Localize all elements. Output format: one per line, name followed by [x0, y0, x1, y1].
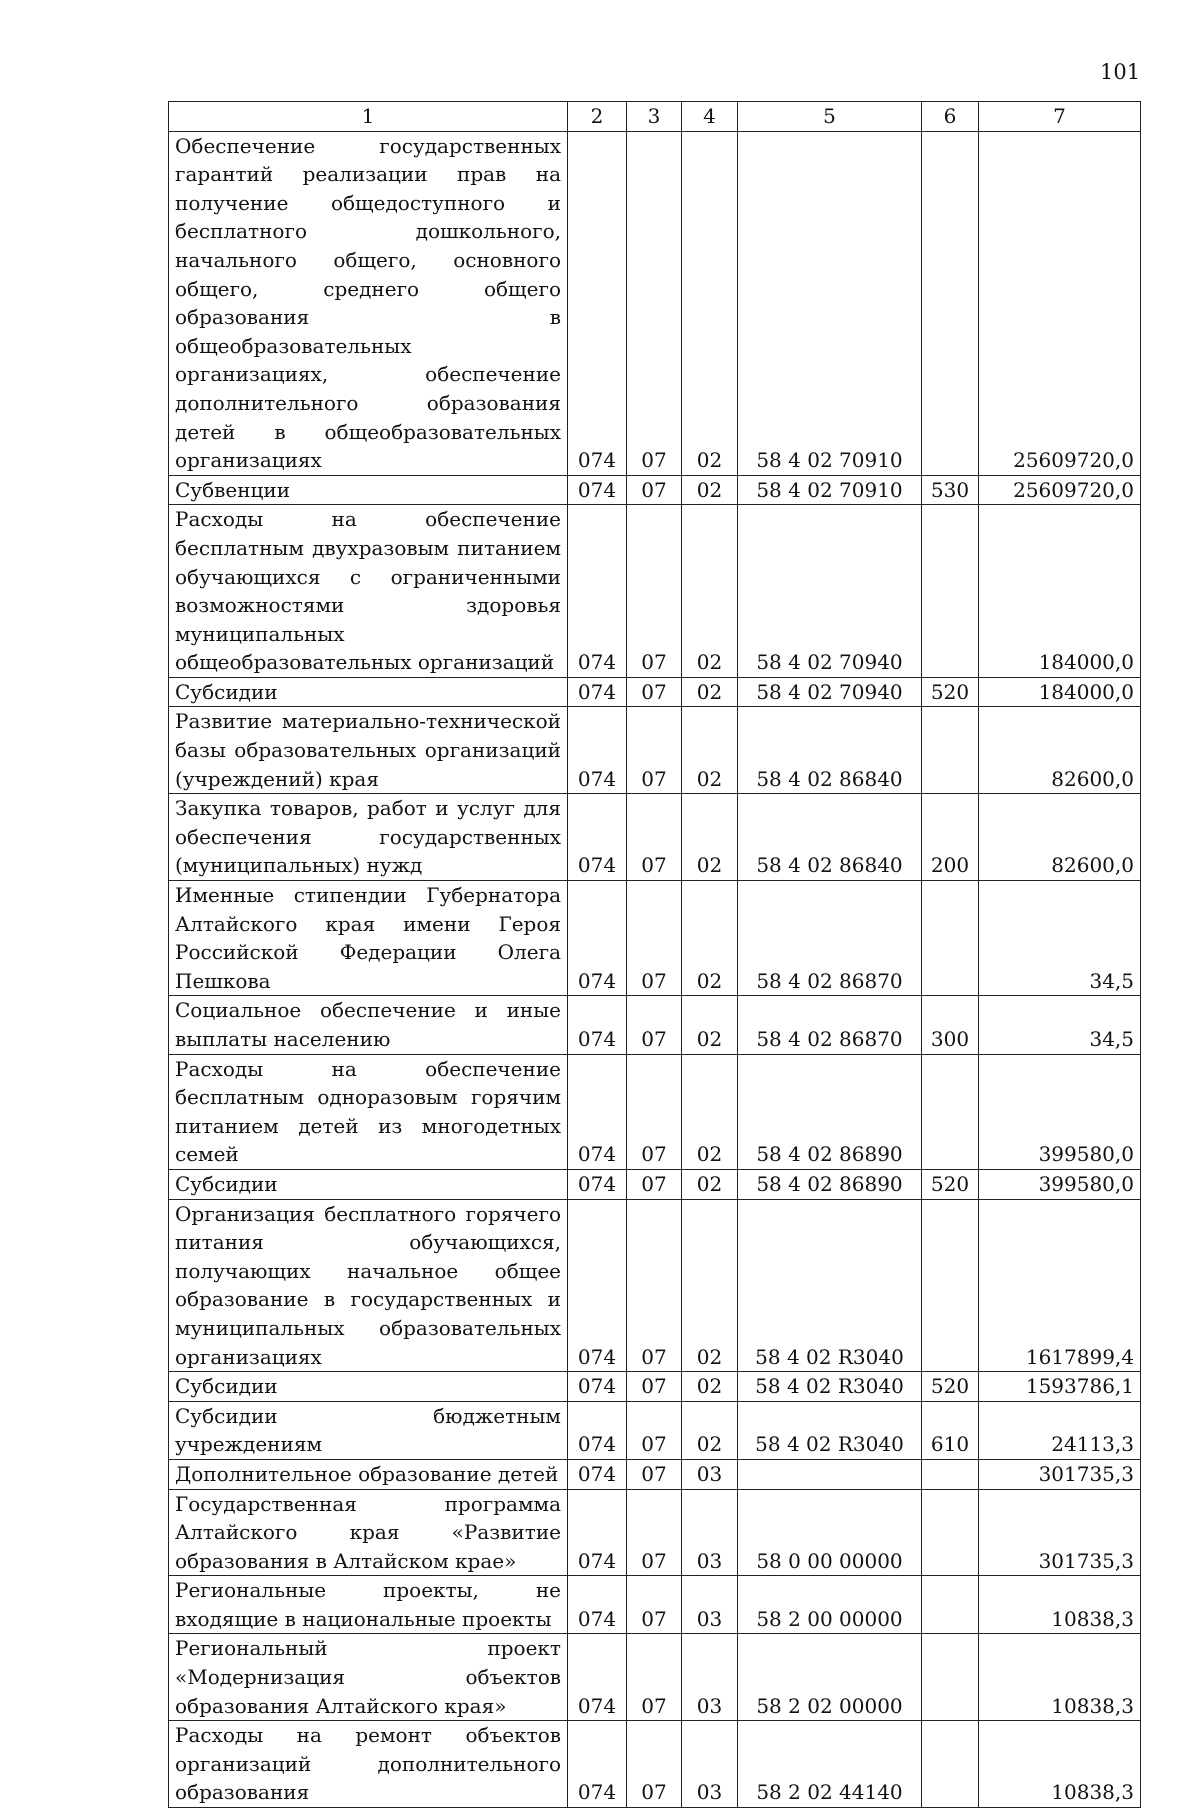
column-header: 1: [169, 102, 568, 132]
expense-type-cell: [922, 1576, 979, 1634]
section-cell: 07: [627, 1372, 682, 1402]
amount-cell: 24113,3: [979, 1401, 1141, 1459]
item-name-cell: Развитие материально-технической базы образовательных организаций (учреждений) края: [169, 707, 568, 794]
page-number: 101: [1100, 60, 1141, 84]
amount-cell: 25609720,0: [979, 131, 1141, 475]
subsection-cell: 02: [682, 1169, 738, 1199]
subsection-cell: 02: [682, 1401, 738, 1459]
ministry-code-cell: 074: [568, 1576, 627, 1634]
section-cell: 07: [627, 1401, 682, 1459]
amount-cell: 399580,0: [979, 1169, 1141, 1199]
table-row: [169, 131, 1141, 475]
table-row: [169, 1401, 1141, 1459]
target-item-cell: 58 2 00 00000: [738, 1576, 922, 1634]
expense-type-cell: [922, 1489, 979, 1576]
target-item-cell: 58 4 02 R3040: [738, 1199, 922, 1372]
subsection-cell: 03: [682, 1634, 738, 1721]
expense-type-cell: [922, 1054, 979, 1169]
ministry-code-cell: 074: [568, 475, 627, 505]
amount-cell: 10838,3: [979, 1721, 1141, 1808]
ministry-code-cell: 074: [568, 1634, 627, 1721]
expense-type-cell: [922, 1721, 979, 1808]
ministry-code-cell: 074: [568, 1054, 627, 1169]
ministry-code-cell: 074: [568, 1401, 627, 1459]
subsection-cell: 02: [682, 707, 738, 794]
item-name-cell: Расходы на обеспечение бесплатным двухразовым питанием обучающихся с ограниченными возможностями здоровья муниципальных общеобразовательных организаций: [169, 505, 568, 678]
ministry-code-cell: 074: [568, 1459, 627, 1489]
expense-type-cell: [922, 1199, 979, 1372]
section-cell: 07: [627, 1054, 682, 1169]
table-row: [169, 1199, 1141, 1372]
section-cell: 07: [627, 1634, 682, 1721]
section-cell: 07: [627, 475, 682, 505]
target-item-cell: 58 4 02 R3040: [738, 1401, 922, 1459]
expense-type-cell: 200: [922, 794, 979, 881]
item-name-cell: Региональные проекты, не входящие в национальные проекты: [169, 1576, 568, 1634]
subsection-cell: 03: [682, 1459, 738, 1489]
table-row: [169, 475, 1141, 505]
amount-cell: 82600,0: [979, 794, 1141, 881]
item-name-cell: Обеспечение государственных гарантий реализации прав на получение общедоступного и бесплатного дошкольного, начального общего, основного общего, среднего общего образования в общеобразовательных организациях, обеспечение дополнительного образования детей в общеобразовательных организациях: [169, 131, 568, 475]
section-cell: 07: [627, 1489, 682, 1576]
ministry-code-cell: 074: [568, 677, 627, 707]
subsection-cell: 02: [682, 677, 738, 707]
column-header: 6: [922, 102, 979, 132]
expense-type-cell: [922, 131, 979, 475]
target-item-cell: [738, 1459, 922, 1489]
amount-cell: 34,5: [979, 881, 1141, 996]
table-row: [169, 1489, 1141, 1576]
amount-cell: 10838,3: [979, 1634, 1141, 1721]
subsection-cell: 03: [682, 1721, 738, 1808]
column-header: 3: [627, 102, 682, 132]
item-name-cell: Именные стипендии Губернатора Алтайского края имени Героя Российской Федерации Олега Пешкова: [169, 881, 568, 996]
item-name-cell: Субсидии: [169, 1372, 568, 1402]
item-name-cell: Субвенции: [169, 475, 568, 505]
target-item-cell: 58 4 02 70910: [738, 131, 922, 475]
target-item-cell: 58 4 02 86890: [738, 1054, 922, 1169]
section-cell: 07: [627, 1199, 682, 1372]
target-item-cell: 58 4 02 86890: [738, 1169, 922, 1199]
amount-cell: 25609720,0: [979, 475, 1141, 505]
target-item-cell: 58 4 02 86870: [738, 881, 922, 996]
ministry-code-cell: 074: [568, 1199, 627, 1372]
item-name-cell: Закупка товаров, работ и услуг для обеспечения государственных (муниципальных) нужд: [169, 794, 568, 881]
expense-type-cell: [922, 1459, 979, 1489]
target-item-cell: 58 2 02 44140: [738, 1721, 922, 1808]
column-header: 4: [682, 102, 738, 132]
table-row: [169, 1054, 1141, 1169]
expense-type-cell: 300: [922, 996, 979, 1054]
section-cell: 07: [627, 707, 682, 794]
target-item-cell: 58 4 02 86840: [738, 794, 922, 881]
item-name-cell: Организация бесплатного горячего питания обучающихся, получающих начальное общее образование в государственных и муниципальных образовательных организациях: [169, 1199, 568, 1372]
subsection-cell: 02: [682, 1054, 738, 1169]
expense-type-cell: [922, 707, 979, 794]
expense-type-cell: 520: [922, 1372, 979, 1402]
ministry-code-cell: 074: [568, 996, 627, 1054]
amount-cell: 184000,0: [979, 677, 1141, 707]
section-cell: 07: [627, 794, 682, 881]
item-name-cell: Государственная программа Алтайского края «Развитие образования в Алтайском крае»: [169, 1489, 568, 1576]
section-cell: 07: [627, 881, 682, 996]
column-header: 5: [738, 102, 922, 132]
ministry-code-cell: 074: [568, 1721, 627, 1808]
section-cell: 07: [627, 131, 682, 475]
table-row: [169, 707, 1141, 794]
ministry-code-cell: 074: [568, 1169, 627, 1199]
subsection-cell: 02: [682, 881, 738, 996]
amount-cell: 301735,3: [979, 1489, 1141, 1576]
subsection-cell: 02: [682, 1372, 738, 1402]
table-row: [169, 1372, 1141, 1402]
target-item-cell: 58 0 00 00000: [738, 1489, 922, 1576]
table-row: [169, 881, 1141, 996]
item-name-cell: Субсидии бюджетным учреждениям: [169, 1401, 568, 1459]
ministry-code-cell: 074: [568, 1372, 627, 1402]
amount-cell: 399580,0: [979, 1054, 1141, 1169]
ministry-code-cell: 074: [568, 707, 627, 794]
item-name-cell: Расходы на ремонт объектов организаций дополнительного образования: [169, 1721, 568, 1808]
subsection-cell: 02: [682, 794, 738, 881]
table-row: [169, 1576, 1141, 1634]
expense-type-cell: [922, 881, 979, 996]
target-item-cell: 58 4 02 70940: [738, 505, 922, 678]
expense-type-cell: [922, 505, 979, 678]
item-name-cell: Расходы на обеспечение бесплатным одноразовым горячим питанием детей из многодетных семей: [169, 1054, 568, 1169]
subsection-cell: 02: [682, 505, 738, 678]
table-header-row: [169, 102, 1141, 132]
amount-cell: 1593786,1: [979, 1372, 1141, 1402]
budget-table: [168, 101, 1141, 1808]
expense-type-cell: 530: [922, 475, 979, 505]
ministry-code-cell: 074: [568, 794, 627, 881]
table-row: [169, 996, 1141, 1054]
section-cell: 07: [627, 677, 682, 707]
column-header: 2: [568, 102, 627, 132]
section-cell: 07: [627, 505, 682, 678]
item-name-cell: Дополнительное образование детей: [169, 1459, 568, 1489]
subsection-cell: 02: [682, 475, 738, 505]
amount-cell: 1617899,4: [979, 1199, 1141, 1372]
column-header: 7: [979, 102, 1141, 132]
amount-cell: 34,5: [979, 996, 1141, 1054]
amount-cell: 82600,0: [979, 707, 1141, 794]
amount-cell: 10838,3: [979, 1576, 1141, 1634]
subsection-cell: 02: [682, 131, 738, 475]
section-cell: 07: [627, 996, 682, 1054]
table-row: [169, 1169, 1141, 1199]
subsection-cell: 02: [682, 996, 738, 1054]
item-name-cell: Социальное обеспечение и иные выплаты населению: [169, 996, 568, 1054]
ministry-code-cell: 074: [568, 1489, 627, 1576]
table-row: [169, 505, 1141, 678]
item-name-cell: Субсидии: [169, 1169, 568, 1199]
section-cell: 07: [627, 1169, 682, 1199]
table-row: [169, 1634, 1141, 1721]
section-cell: 07: [627, 1576, 682, 1634]
table-row: [169, 677, 1141, 707]
section-cell: 07: [627, 1721, 682, 1808]
table-body: [169, 131, 1141, 1807]
ministry-code-cell: 074: [568, 505, 627, 678]
expense-type-cell: [922, 1634, 979, 1721]
ministry-code-cell: 074: [568, 881, 627, 996]
expense-type-cell: 520: [922, 1169, 979, 1199]
subsection-cell: 02: [682, 1199, 738, 1372]
table-row: [169, 794, 1141, 881]
target-item-cell: 58 4 02 86840: [738, 707, 922, 794]
table-row: [169, 1721, 1141, 1808]
item-name-cell: Субсидии: [169, 677, 568, 707]
target-item-cell: 58 4 02 R3040: [738, 1372, 922, 1402]
amount-cell: 184000,0: [979, 505, 1141, 678]
amount-cell: 301735,3: [979, 1459, 1141, 1489]
target-item-cell: 58 2 02 00000: [738, 1634, 922, 1721]
item-name-cell: Региональный проект «Модернизация объектов образования Алтайского края»: [169, 1634, 568, 1721]
ministry-code-cell: 074: [568, 131, 627, 475]
target-item-cell: 58 4 02 70910: [738, 475, 922, 505]
subsection-cell: 03: [682, 1489, 738, 1576]
target-item-cell: 58 4 02 86870: [738, 996, 922, 1054]
section-cell: 07: [627, 1459, 682, 1489]
expense-type-cell: 520: [922, 677, 979, 707]
expense-type-cell: 610: [922, 1401, 979, 1459]
target-item-cell: 58 4 02 70940: [738, 677, 922, 707]
table-row: [169, 1459, 1141, 1489]
subsection-cell: 03: [682, 1576, 738, 1634]
